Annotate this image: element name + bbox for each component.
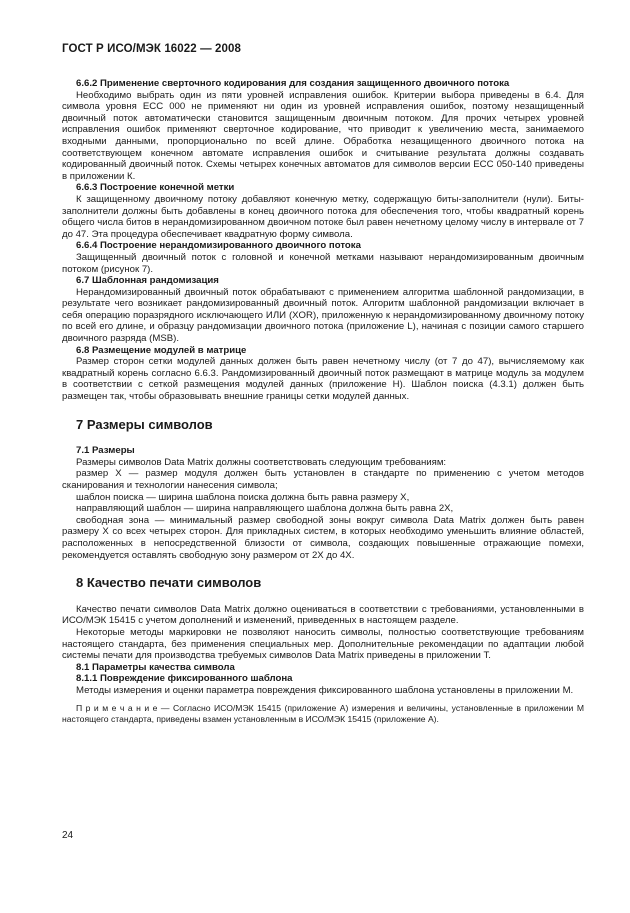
- heading-6-6-2: 6.6.2 Применение сверточного кодирования для создания защищенного двоичного потока: [76, 78, 510, 89]
- heading-7-1: 7.1 Размеры: [76, 445, 135, 457]
- heading-6-8: 6.8 Размещение модулей в матрице: [76, 344, 247, 356]
- note: [62, 703, 584, 725]
- document-header: ГОСТ Р ИСО/МЭК 16022 — 2008: [62, 43, 241, 55]
- paragraph: Методы измерения и оценки параметра повреждения фиксированного шаблона установлены в приложении М.: [76, 684, 574, 696]
- section-heading-7: 7 Размеры символов: [76, 416, 213, 432]
- paragraph: Нерандомизированный двоичный поток обрабатывают с применением алгоритма шаблонной рандомизации, в результате чего возникает рандомизированный двоичный поток. Алгоритм шаблонной рандомизации включает в себя операцию поразрядного исключающего ИЛИ (XOR), приложенную к нерандомизированному двоичному потоку по всей его длине, и образцу рандомизации двоичного потока (приложение L), начиная с позиции самого старшего двоичного разряда (MSB).: [62, 286, 584, 345]
- heading-8-1-1: 8.1.1 Повреждение фиксированного шаблона: [76, 673, 293, 685]
- list-item: размер Х — размер модуля должен быть установлен в стандарте по применению с учетом методов сканирования и технологии нанесения символа;: [62, 468, 584, 491]
- paragraph: Размеры символов Data Matrix должны соответствовать следующим требованиям:: [76, 456, 447, 468]
- note-label: П р и м е ч а н и е: [76, 702, 158, 713]
- heading-6-6-4: 6.6.4 Построение нерандомизированного двоичного потока: [76, 240, 361, 252]
- paragraph: Необходимо выбрать один из пяти уровней исправления ошибок. Критерии выбора приведены в 6.4. Для символа уровня ЕСС 000 не применяют ни один из уровней исправления ошибок, поэтому незащищенный двоичный поток автоматически становится защищенным двоичным потоком. Для прочих четырех уровней исправления ошибок применяют сверточное кодирование, что приводит к увеличению места, занимаемого входными данными, пропорционально по всей длине. Обработка незащищенного двоичного потока на соответствующем конечном автомате исправления ошибок и считывание результата должны создавать кодированный двоичный поток. Схемы четырех конечных автоматов для символов версии ЕСС 050-140 приведены в приложении К.: [62, 89, 584, 182]
- paragraph: Защищенный двоичный поток с головной и конечной метками называют нерандомизированным двоичным потоком (рисунок 7).: [62, 251, 584, 275]
- heading-6-6-3: 6.6.3 Построение конечной метки: [76, 182, 235, 194]
- paragraph: К защищенному двоичному потоку добавляют конечную метку, содержащую биты-заполнители (нули). Биты-заполнители должны быть добавлены в конец двоичного потока для обеспечения того, чтобы квадратный корень общего числа битов в нерандомизированном двоичном потоке был равен нечетному целому числу в интервале от 7 до 47. Эта процедура обеспечивает квадратную форму символа.: [62, 193, 584, 240]
- list-item: направляющий шаблон — ширина направляющего шаблона должна быть равна 2Х,: [76, 503, 454, 515]
- paragraph: Размер сторон сетки модулей данных должен быть равен нечетному числу (от 7 до 47), вычисляемому как квадратный корень согласно 6.6.3. Рандомизированный двоичный поток размещают в матрице модуль за модулем в соответствии с сеткой размещения модулей данных (приложение Н). Шаблон поиска (4.3.1) должен быть размещен так, чтобы образовывать внешние границы сетки модулей данных.: [62, 356, 584, 403]
- note-text: — Согласно ИСО/МЭК 15415 (приложение А) измерения и величины, установленные в приложении М настоящего стандарта, приведены взамен установленным в ИСО/МЭК 15415 (приложение А).: [62, 702, 585, 724]
- page-number: 24: [62, 830, 74, 841]
- section-heading-8: 8 Качество печати символов: [76, 575, 262, 591]
- list-item: свободная зона — минимальный размер свободной зоны вокруг символа Data Matrix должен быть равен размеру Х со всех четырех сторон. Для прикладных систем, в которых необходимо уменьшить влияние областей, расположенных в непосредственной близости от символа, создающих повышенные отражающие помехи, рекомендуется оставлять свободную зону размером от 2Х до 4Х.: [62, 514, 584, 561]
- paragraph: Качество печати символов Data Matrix должно оцениваться в соответствии с требованиями, установленными в ИСО/МЭК 15415 с учетом дополнений и изменений, приведенных в настоящем разделе.: [62, 603, 584, 627]
- document-body: [62, 78, 584, 725]
- paragraph: Некоторые методы маркировки не позволяют наносить символы, полностью соответствующие требованиям настоящего стандарта, без применения специальных мер. Дополнительные рекомендации по адаптации любой системы печати для производства требуемых символов Data Matrix приведены в приложении Т.: [62, 626, 584, 662]
- list-item: шаблон поиска — ширина шаблона поиска должна быть равна размеру Х,: [76, 491, 410, 503]
- heading-8-1: 8.1 Параметры качества символа: [76, 661, 235, 673]
- heading-6-7: 6.7 Шаблонная рандомизация: [76, 275, 219, 287]
